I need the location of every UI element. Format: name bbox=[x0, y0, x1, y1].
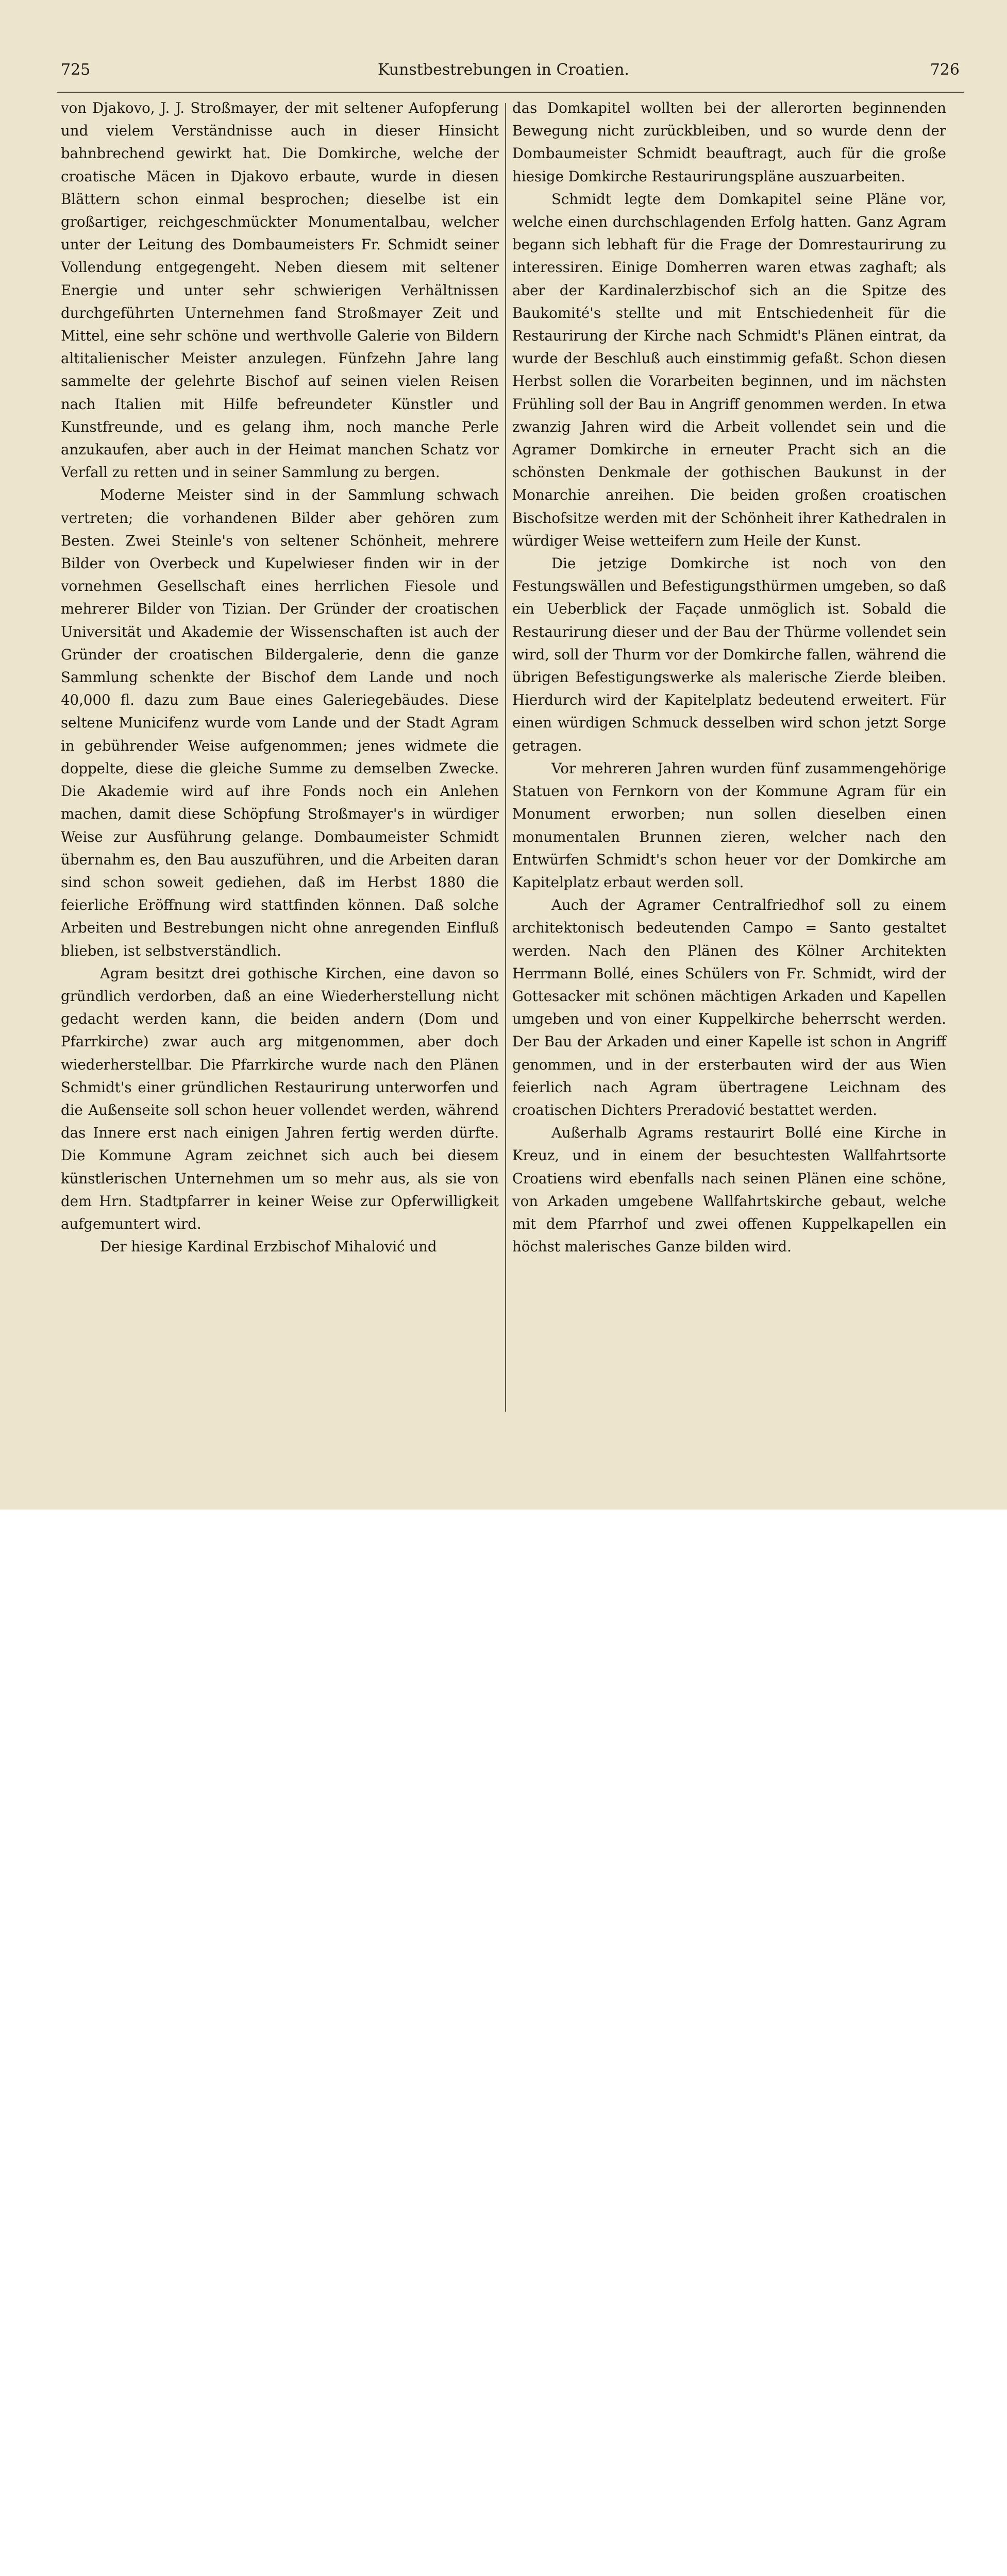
paragraph: Schmidt legte dem Domkapitel seine Pläne vor, welche einen durchschlagenden Erfolg hatten. Ganz Agram begann sich lebhaft für die Frage der Domrestaurirung zu interessiren. Einige Domherren waren etwas zaghaft; als aber der Kardinalerzbischof sich an die Spitze des Baukomité's stellte und mit Entschiedenheit für die Restaurirung der Kirche nach Schmidt's Plänen eintrat, da wurde der Beschluß auch einstimmig gefaßt. Schon diesen Herbst sollen die Vorarbeiten beginnen, und im nächsten Frühling soll der Bau in Angriff genommen werden. In etwa zwanzig Jahren wird die Arbeit vollendet sein und die Agramer Domkirche in erneuter Pracht sich an die schönsten Denkmale der gothischen Baukunst in der Monarchie anreihen. Die beiden großen croatischen Bischofsitze werden mit der Schönheit ihrer Kathedralen in würdiger Weise wetteifern zum Heile der Kunst. bbox=[512, 190, 946, 549]
page-number-right: 726 bbox=[930, 61, 960, 79]
page-number-left: 725 bbox=[61, 61, 91, 79]
column-divider bbox=[505, 103, 506, 1412]
paragraph: Außerhalb Agrams restaurirt Bollé eine Kirche in Kreuz, und in einem der besuchtesten Wallfahrtsorte Croatiens wird ebenfalls nach seinen Plänen eine schöne, von Arkaden umgebene Wallfahrtskirche gebaut, welche mit dem Pfarrhof und zwei offenen Kuppelkapellen ein höchst malerisches Ganze bilden wird. bbox=[512, 1124, 946, 1256]
left-column bbox=[61, 97, 499, 1258]
paragraph: Der hiesige Kardinal Erzbischof Mihalović und bbox=[100, 1238, 437, 1256]
paragraph: Moderne Meister sind in der Sammlung schwach vertreten; die vorhandenen Bilder aber gehören zum Besten. Zwei Steinle's von seltener Schönheit, mehrere Bilder von Overbeck und Kupelwieser finden wir in der vornehmen Gesellschaft eines herrlichen Fiesole und mehrerer Bilder von Tizian. Der Gründer der croatischen Universität und Akademie der Wissenschaften ist auch der Gründer der croatischen Bildergalerie, denn die ganze Sammlung schenkte der Bischof dem Lande und noch 40,000 fl. dazu zum Baue eines Galeriegebäudes. Diese seltene Municifenz wurde vom Lande und der Stadt Agram in gebührender Weise aufgenommen; jenes widmete die doppelte, diese die gleiche Summe zu demselben Zwecke. Die Akademie wird auf ihre Fonds noch ein Anlehen machen, damit diese Schöpfung Stroßmayer's in würdiger Weise zur Ausführung gelange. Dombaumeister Schmidt übernahm es, den Bau auszuführen, und die Arbeiten daran sind schon soweit gediehen, daß im Herbst 1880 die feierliche Eröffnung wird stattfinden können. Daß solche Arbeiten und Bestrebungen nicht ohne anregenden Einfluß blieben, ist selbstverständlich. bbox=[61, 486, 499, 959]
running-title: Kunstbestrebungen in Croatien. bbox=[378, 61, 629, 79]
paragraph: Die jetzige Domkirche ist noch von den Festungswällen und Befestigungsthürmen umgeben, so daß ein Ueberblick der Façade unmöglich ist. Sobald die Restaurirung dieser und der Bau der Thürme vollendet sein wird, soll der Thurm vor der Domkirche fallen, während die übrigen Befestigungswerke als malerische Zierde bleiben. Hierdurch wird der Kapitelplatz bedeutend erweitert. Für einen würdigen Schmuck desselben wird schon jetzt Sorge getragen. bbox=[512, 555, 946, 754]
paragraph: Agram besitzt drei gothische Kirchen, eine davon so gründlich verdorben, daß an eine Wiederherstellung nicht gedacht werden kann, die beiden andern (Dom und Pfarrkirche) zwar auch arg mitgenommen, aber doch wiederherstellbar. Die Pfarrkirche wurde nach den Plänen Schmidt's einer gründlichen Restaurirung unterworfen und die Außenseite soll schon heuer vollendet werden, während das Innere erst nach einigen Jahren fertig werden dürfte. Die Kommune Agram zeichnet sich auch bei diesem künstlerischen Unternehmen um so mehr aus, als sie von dem Hrn. Stadtpfarrer in keiner Weise zur Opferwilligkeit aufgemuntert wird. bbox=[61, 964, 499, 1232]
paragraph: von Djakovo, J. J. Stroßmayer, der mit seltener Aufopferung und vielem Verständnisse auch in dieser Hinsicht bahnbrechend gewirkt hat. Die Domkirche, welche der croatische Mäcen in Djakovo erbaute, wurde in diesen Blättern schon einmal besprochen; dieselbe ist ein großartiger, reichgeschmückter Monumentalbau, welcher unter der Leitung des Dombaumeisters Fr. Schmidt seiner Vollendung entgegengeht. Neben diesem mit seltener Energie und unter sehr schwierigen Verhältnissen durchgeführten Unternehmen fand Stroßmayer Zeit und Mittel, eine sehr schöne und werthvolle Galerie von Bildern altitalienischer Meister anzulegen. Fünfzehn Jahre lang sammelte der gelehrte Bischof auf seinen vielen Reisen nach Italien mit Hilfe befreundeter Künstler und Kunstfreunde, und es gelang ihm, noch manche Perle anzukaufen, aber auch in der Heimat manchen Schatz vor Verfall zu retten und in seiner Sammlung zu bergen. bbox=[61, 99, 499, 481]
paragraph: Auch der Agramer Centralfriedhof soll zu einem architektonisch bedeutenden Campo = Santo gestaltet werden. Nach den Plänen des Kölner Architekten Herrmann Bollé, eines Schülers von Fr. Schmidt, wird der Gottesacker mit schönen mächtigen Arkaden und Kapellen umgeben und von einer Kuppelkirche beherrscht werden. Der Bau der Arkaden und einer Kapelle ist schon in Angriff genommen, und in der ersterbauten wird der aus Wien feierlich nach Agram übertragene Leichnam des croatischen Dichters Preradović bestattet werden. bbox=[512, 896, 946, 1118]
digitization-footer bbox=[0, 1510, 1007, 1611]
paragraph: Vor mehreren Jahren wurden fünf zusammengehörige Statuen von Fernkorn von der Kommune Agram für ein Monument erworben; nun sollen dieselben einen monumentalen Brunnen zieren, welcher nach den Entwürfen Schmidt's schon heuer vor der Domkirche am Kapitelplatz erbaut werden soll. bbox=[512, 759, 946, 891]
header-rule bbox=[57, 92, 964, 93]
right-column bbox=[512, 97, 946, 1258]
paragraph: das Domkapitel wollten bei der allerorten beginnenden Bewegung nicht zurückbleiben, und so wurde denn der Dombaumeister Schmidt beauftragt, auch für die große hiesige Domkirche Restaurirungspläne auszuarbeiten. bbox=[512, 99, 946, 185]
